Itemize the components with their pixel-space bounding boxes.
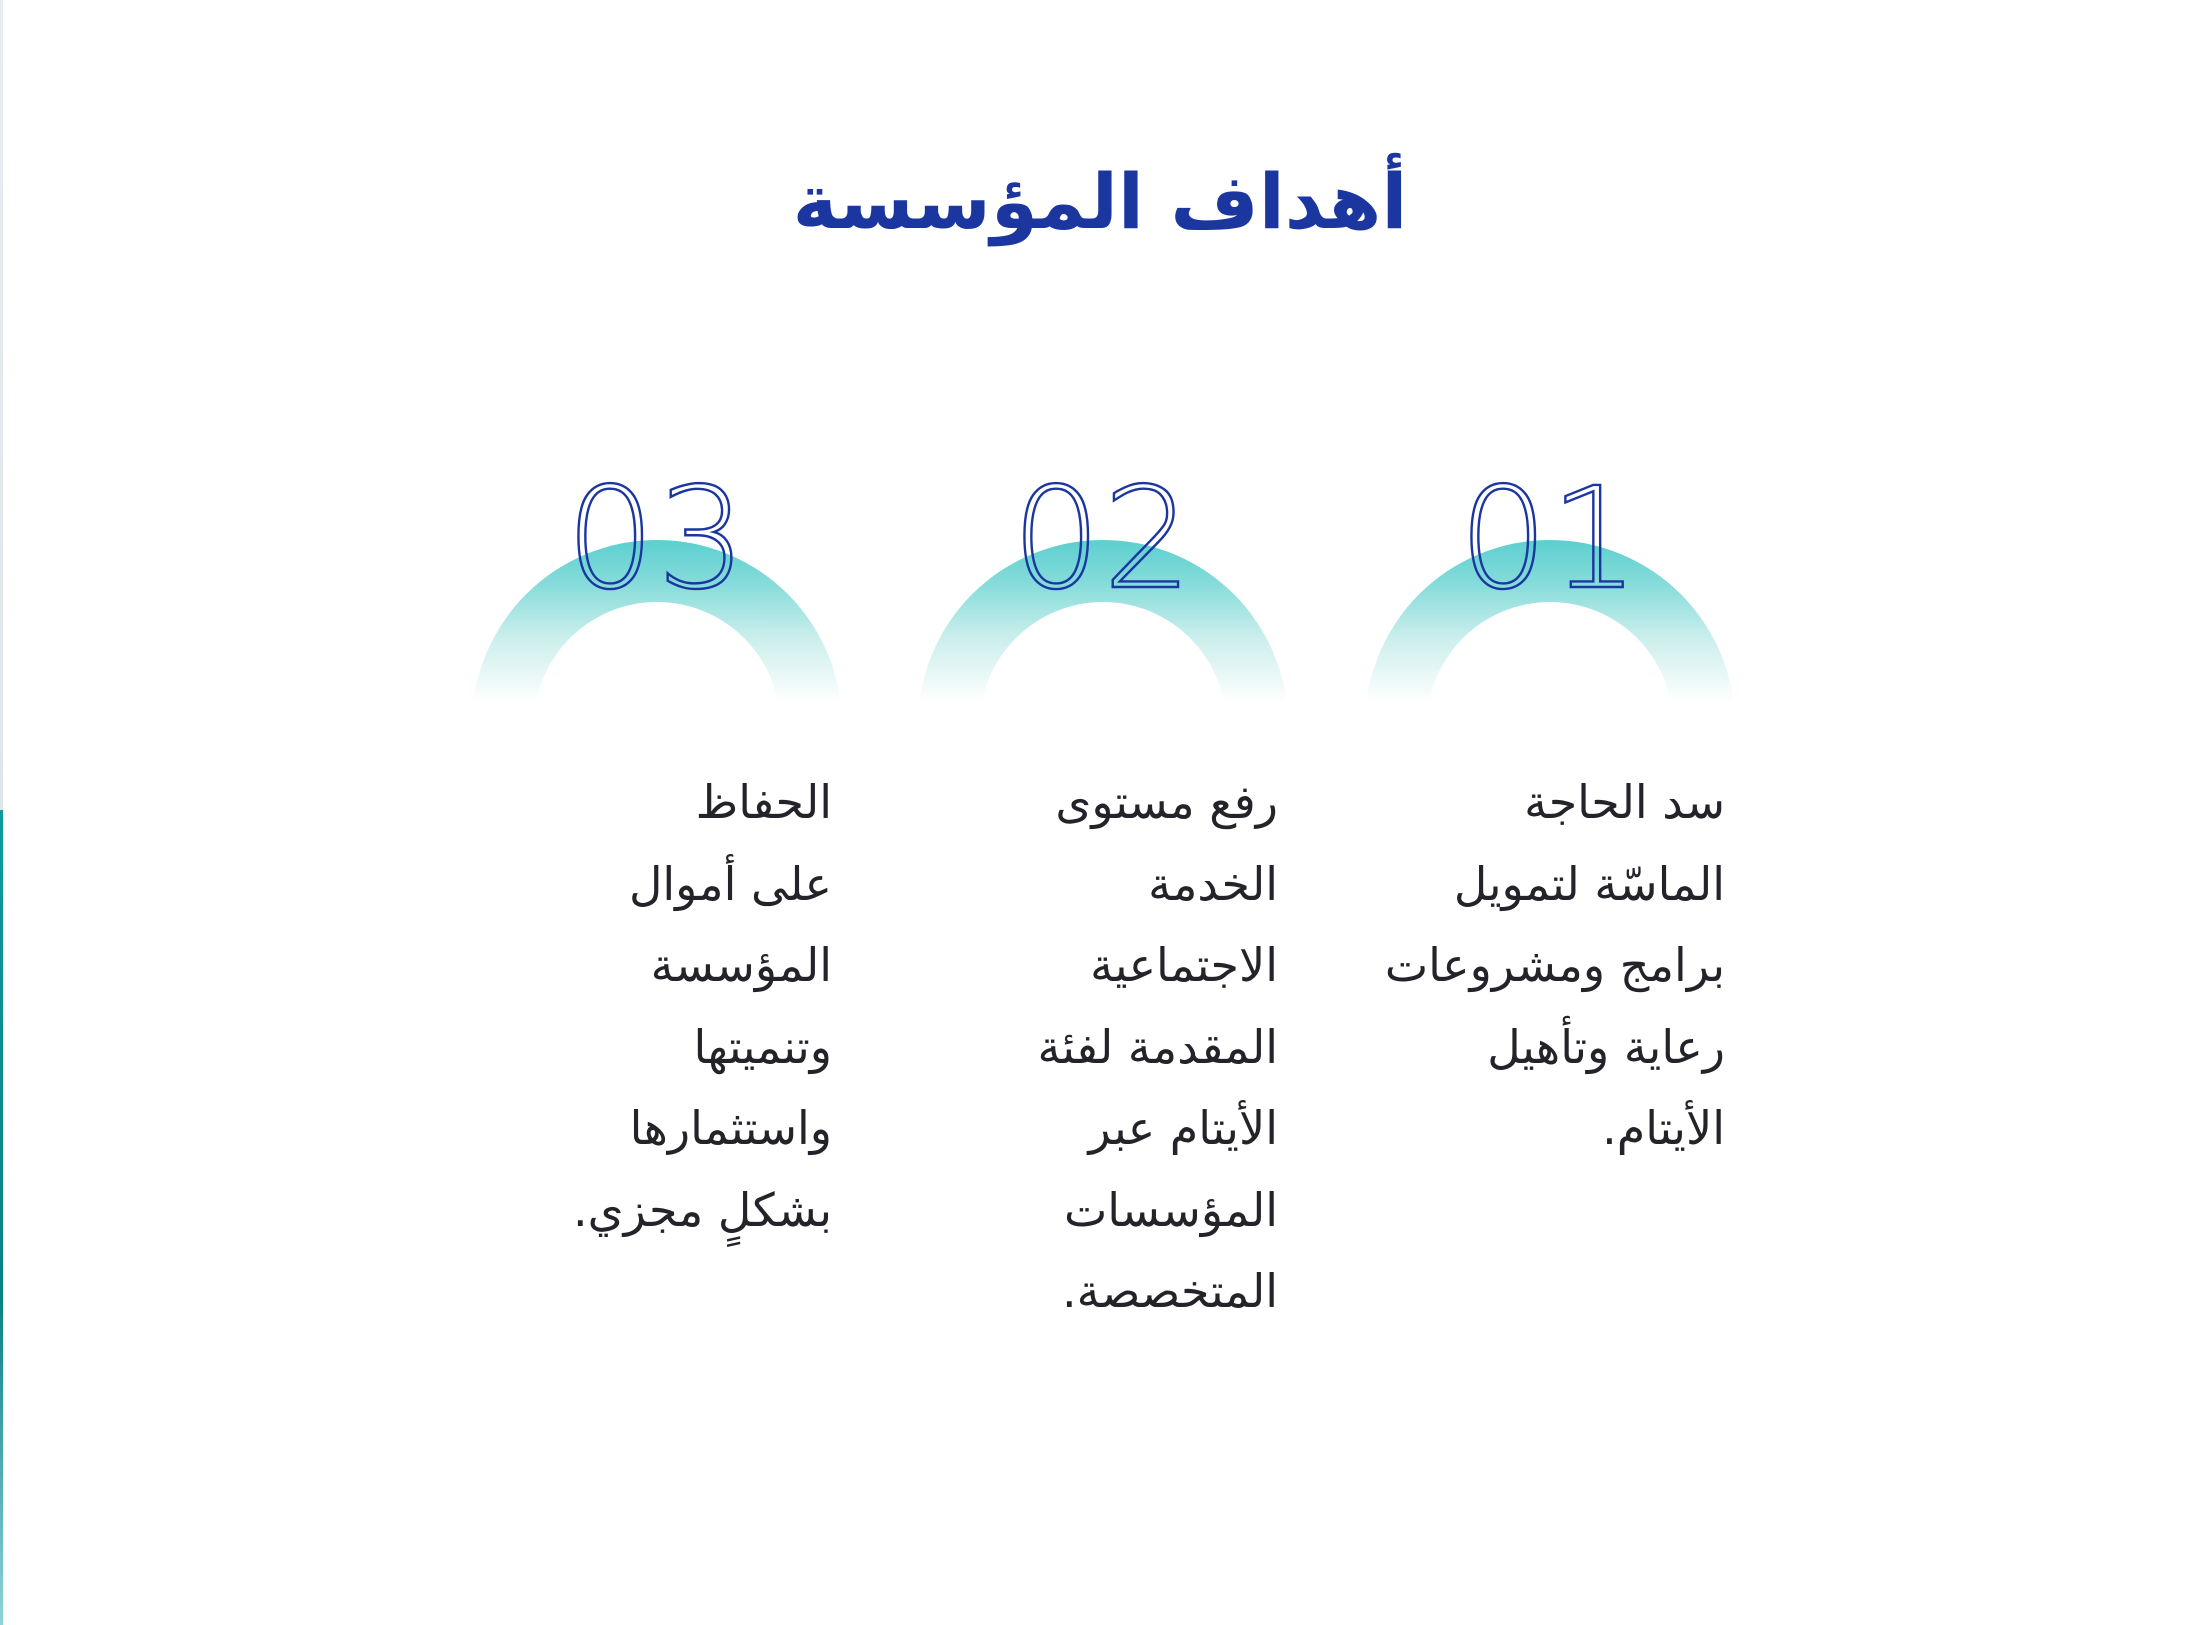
- goal-card-01: [1365, 458, 1735, 1370]
- left-edge-strip-bottom: [0, 810, 3, 1625]
- goal-text-line: واستثمارها: [629, 1101, 832, 1155]
- left-edge-strip-top: [0, 0, 3, 810]
- goal-text-line: الخدمة: [1148, 856, 1278, 911]
- goal-text-line: المقدمة لفئة: [1037, 1019, 1278, 1074]
- goal-text-line: المؤسسة: [650, 938, 832, 992]
- page-title: أهداف المؤسسة: [792, 157, 1408, 246]
- goal-text-line: رفع مستوى: [1055, 775, 1278, 829]
- goal-number: 03: [565, 458, 749, 621]
- goal-description: [938, 762, 1278, 1333]
- goal-text-line: المؤسسات: [1063, 1182, 1278, 1237]
- goal-description: [492, 762, 832, 1251]
- goal-card-03: [472, 458, 842, 1370]
- goal-text-line: رعاية وتأهيل: [1487, 1019, 1725, 1074]
- goal-number: 02: [1011, 458, 1195, 621]
- goal-text-line: الماسّة لتمويل: [1453, 856, 1725, 911]
- goal-text-line: على أموال: [628, 856, 832, 911]
- goal-text-line: سد الحاجة: [1524, 775, 1725, 829]
- goal-description: [1385, 762, 1725, 1170]
- goal-text-line: المتخصصة.: [1061, 1264, 1278, 1318]
- goal-card-02: [918, 458, 1288, 1370]
- goal-text-line: الأيتام.: [1602, 1101, 1725, 1155]
- goal-text-line: وتنميتها: [693, 1019, 832, 1074]
- goal-text-line: الحفاظ: [695, 775, 832, 829]
- goal-number: 01: [1458, 458, 1642, 621]
- goal-text-line: الاجتماعية: [1090, 938, 1278, 992]
- goal-text-line: بشكلٍ مجزي.: [572, 1182, 832, 1237]
- goal-text-line: برامج ومشروعات: [1384, 938, 1725, 992]
- goal-text-line: الأيتام عبر: [1088, 1101, 1278, 1155]
